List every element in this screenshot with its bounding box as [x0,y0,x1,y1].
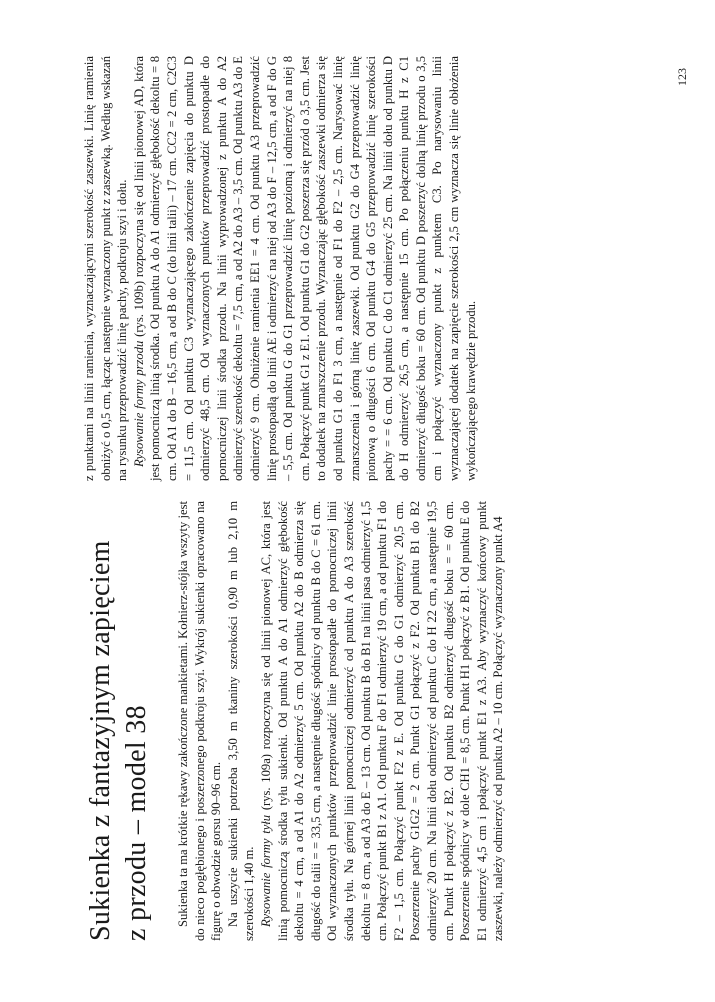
page-number: 123 [675,68,689,86]
right-column [81,56,479,481]
intro-paragraph: Sukienka ta ma krótkie rękawy zakończone mankietami. Kołnierz-stójka wszyty jest do nieco pogłębionego i poszerzonego podkroju szyi. Wykrój sukienki opracowano na figurę o obwodzie gorsu 90–96 cm. [176,501,224,941]
fabric-paragraph: Na uszycie sukienki potrzeba 3,50 m tkaniny szerokości 0,90 m lub 2,10 m szerokości 1,40 m. [225,501,257,941]
italic-lead-in: Rysowanie formy przodu [131,340,146,467]
rotated-spread [27,21,687,981]
article-title-line-2: z przodu – model 38 [121,705,152,941]
back-pattern-paragraph: Rysowanie formy tyłu (rys. 109a) rozpoczyna się od linii pionowej AC, która jest linią pomocniczą środka tyłu sukienki. Od punktu A do A1 odmierzyć głębokość dekoltu = 4 cm, a od A1 do A2 odmierzyć 5 cm. Od punktu A2 do B odmierza się długość do talii = = 33,5 cm, a następnie długość spódnicy od punktu B do C = 61 cm. Od wyznaczonych punktów przeprowadzić linie prostopadłe do pomocniczej linii środka tyłu. Na górnej linii pomocniczej odmierzyć od punktu A do A3 szerokość dekoltu = 8 cm, a od A3 do E – 13 cm. Od punktu B do B1 na linii pasa odmierzyć 1,5 cm. Połączyć punkt B1 z A1. Od punktu F do F1 odmierzyć 19 cm, a od punktu F1 do F2 – 1,5 cm. Połączyć punkt F2 z E. Od punktu G do G1 odmierzyć 20,5 cm. Poszerzenie pachy G1G2 = 2 cm. Punkt G1 połączyć z F2. Od punktu B1 do B2 odmierzyć 20 cm. Na linii dołu odmierzyć od punktu C do H 22 cm, a następnie 19,5 cm. Punkt H połączyć z B2. Od punktu B2 odmierzyć długość boku = = 60 cm. Poszerzenie spódnicy w dole CH1 = 8,5 cm. Punkt H1 połączyć z B1. Od punktu E do E1 odmierzyć 4,5 cm i połączyć punkt E1 z A3. Aby wyznaczyć końcowy punkt zaszewki, należy odmierzyć od punktu A2 – 10 cm. Połączyć wyznaczony punkt A4 [258,501,506,941]
left-column [87,501,507,941]
italic-lead-in: Rysowanie formy tyłu [258,814,273,927]
continuation-paragraph: z punktami na linii ramienia, wyznaczającymi szerokość zaszewki. Linię ramienia obniżyć o 0,5 cm, łącząc następnie wyznaczony punkt z zaszewką. Według wskazań na rysunku przeprowadzić linię pachy, podkroju szyi i dołu. [82,56,130,481]
article-title-line-1: Sukienka z fantazyjnym zapięciem [85,540,116,941]
front-pattern-paragraph: Rysowanie formy przodu (rys. 109b) rozpoczyna się od linii pionowej AD, która jest pomocniczą linią środka. Od punktu A do A1 odmierzyć głębokość dekoltu = 8 cm. Od A1 do B – 16,5 cm, a od B do C (do linii talii) – 17 cm. CC2 = 2 cm, C2C3 = 11,5 cm. Od punktu C3 wyznaczającego zakończenie zapięcia do punktu D odmierzyć 48,5 cm. Od wyznaczonych punktów przeprowadzić prostopadłe do pomocniczej linii środka przodu. Na linii wyprowadzonej z punktu A do A2 odmierzyć szerokość dekoltu = 7,5 cm, a od A2 do A3 – 3,5 cm. Od punktu A3 do E odmierzyć 9 cm. Obniżenie ramienia EE1 = 4 cm. Od punktu A3 przeprowadzić linię prostopadłą do linii AE i odmierzyć na niej od A3 do F – 12,5 cm, a od F do G – 5,5 cm. Od punktu G do G1 przeprowadzić linię poziomą i odmierzyć na niej 8 cm. Połączyć punkt G1 z E1. Od punktu G1 do G2 poszerza się przód o 3,5 cm. Jest to dodatek na zmarszczenie przodu. Wyznaczając głębokość zaszewki odmierza się od punktu G1 do F1 3 cm, a następnie od F1 do F2 – 2,5 cm. Narysować linię zmarszczenia i górną linię zaszewki. Od punktu G2 do G4 przeprowadzić linię pionową o długości 6 cm. Od punktu G4 do G5 przeprowadzić linię szerokości pachy = = 6 cm. Od punktu C do C1 odmierzyć 25 cm. Na linii dołu od punktu D do H odmierzyć 26,5 cm, a następnie 15 cm. Po połączeniu punktu H z C1 odmierzyć długość boku = 60 cm. Od punktu D poszerzyć dolną linię przodu o 3,5 cm i połączyć wyznaczony punkt z punktem C3. Po narysowaniu linii wyznaczającej dodatek na zapięcie szerokości 2,5 cm wyznacza się linie obłożenia wykończającego krawędzie przodu. [131,56,478,481]
